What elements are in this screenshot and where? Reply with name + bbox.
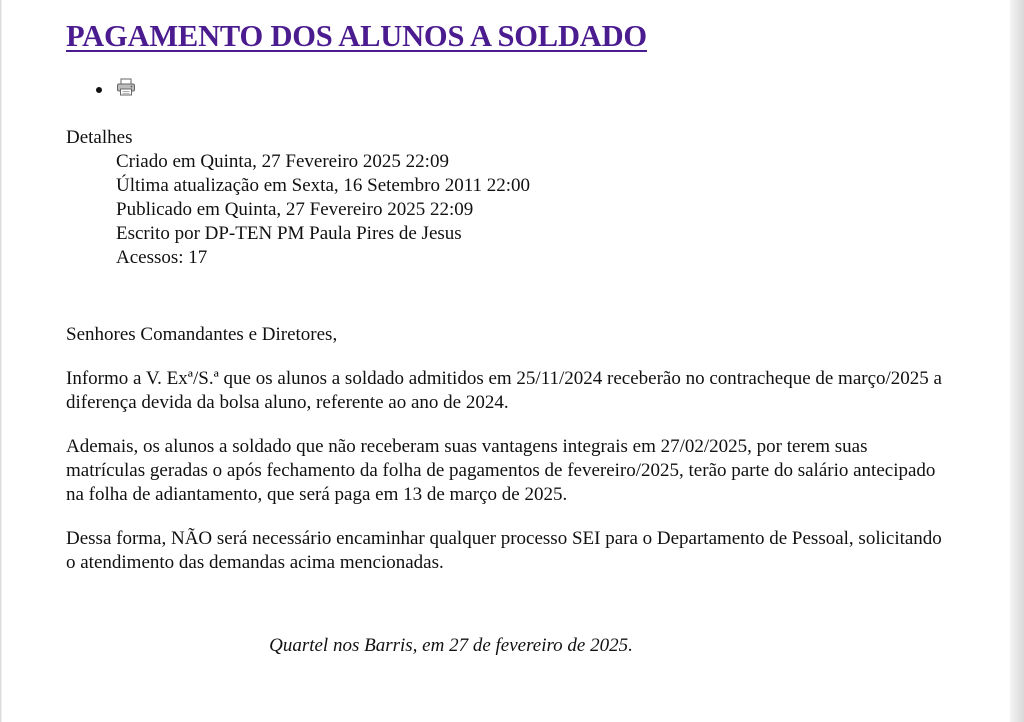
print-icon[interactable] xyxy=(116,78,136,96)
article-title-link[interactable]: PAGAMENTO DOS ALUNOS A SOLDADO xyxy=(66,19,647,53)
author-info: Escrito por DP-TEN PM Paula Pires de Jesus xyxy=(116,223,462,244)
create-date: Criado em Quinta, 27 Fevereiro 2025 22:09 xyxy=(116,151,449,172)
article-info xyxy=(66,126,530,270)
greeting-paragraph: Senhores Comandantes e Diretores, xyxy=(66,324,338,345)
list-bullet xyxy=(96,87,102,93)
body-paragraph-2: Ademais, os alunos a soldado que não receberam suas vantagens integrais em 27/02/2025, por terem suas matrículas geradas o após fechamento da folha de pagamentos de fevereiro/2025, terão parte do salário antecipado na folha de adiantamento, que será paga em 13 de março de 2025. xyxy=(66,436,936,505)
closing-signature-line: Quartel nos Barris, em 27 de fevereiro de 2025. xyxy=(269,635,633,656)
body-paragraph-3: Dessa forma, NÃO será necessário encaminhar qualquer processo SEI para o Departamento de Pessoal, solicitando o atendimento das demandas acima mencionadas. xyxy=(66,528,942,573)
page-left-edge xyxy=(0,0,2,722)
article-body xyxy=(66,323,946,595)
modify-date: Última atualização em Sexta, 16 Setembro 2011 22:00 xyxy=(116,175,531,196)
published-date: Publicado em Quinta, 27 Fevereiro 2025 22:09 xyxy=(116,199,474,220)
hits-count: Acessos: 17 xyxy=(116,247,208,268)
details-heading: Detalhes xyxy=(66,127,133,148)
article xyxy=(66,0,946,656)
body-paragraph-1: Informo a V. Exª/S.ª que os alunos a soldado admitidos em 25/11/2024 receberão no contracheque de março/2025 a diferença devida da bolsa aluno, referente ao ano de 2024. xyxy=(66,368,942,413)
page-right-edge xyxy=(1010,0,1024,722)
